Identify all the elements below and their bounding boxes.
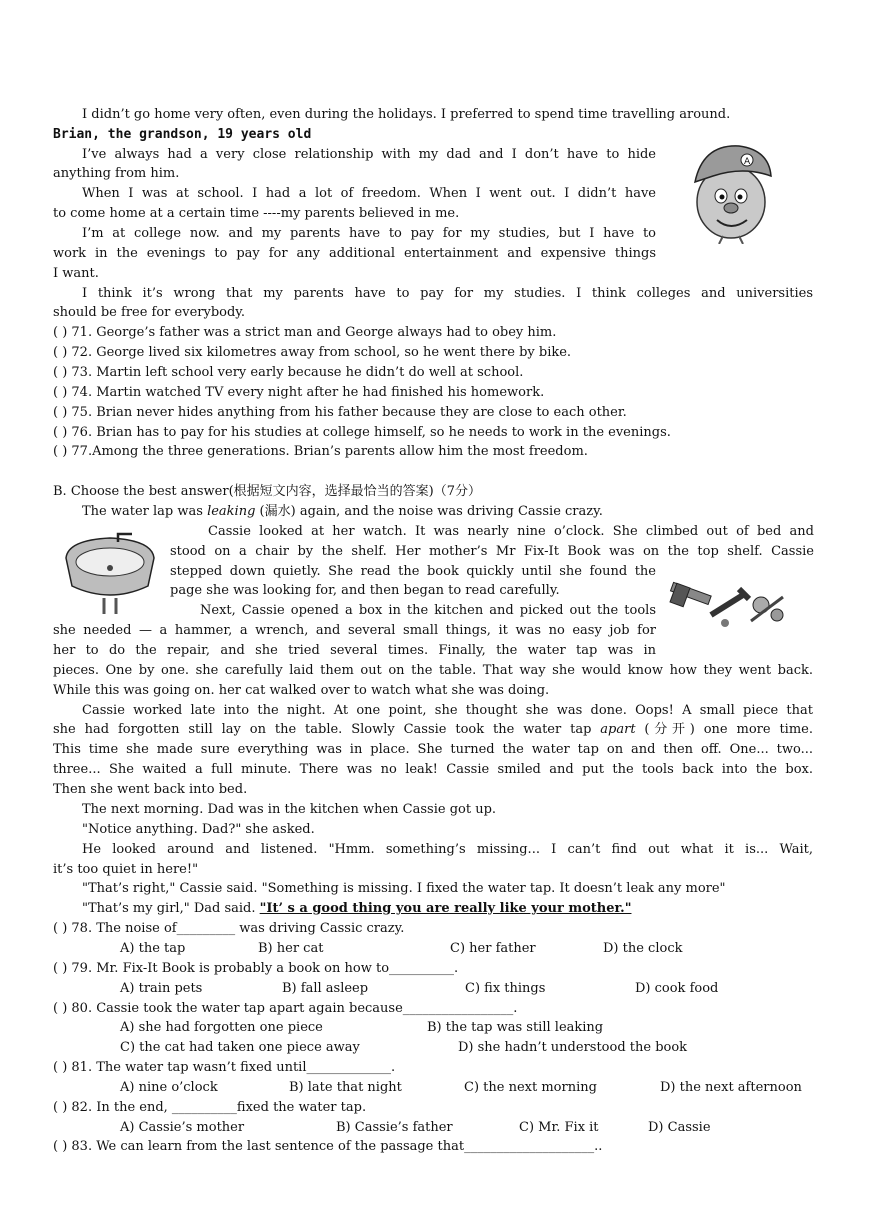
tools-illustration [665,575,793,635]
cassie-p3-line3: her to do the repair, and she tried several times. Finally, the water tap was in [53,643,656,658]
cassie-p5: The next morning. Dad was in the kitchen when Cassie got up. [82,802,497,817]
cassie-p3-line2: she needed — a hammer, a wrench, and several small things, it was no easy job for [53,623,656,638]
tf-question-77: ( ) 77.Among the three generations. Brian’s parents allow him the most freedom. [53,444,588,459]
cassie-p4-line4: three... She waited a full minute. There was no leak! Cassie smiled and put the tools back into the box. [53,762,813,777]
mc-question-82: ( ) 82. In the end, __________fixed the water tap. [53,1100,367,1115]
q79-option-c: C) fix things [465,981,546,996]
cassie-p3-line4: pieces. One by one. she carefully laid them out on the table. That way she would know how they went back. [53,663,813,678]
q80-option-c: C) the cat had taken one piece away [120,1040,360,1055]
q82-option-b: B) Cassie’s father [336,1120,453,1135]
q80-option-d: D) she hadn’t understood the book [458,1040,688,1055]
tf-question-76: ( ) 76. Brian has to pay for his studies at college himself, so he needs to work in the evenings. [53,425,671,440]
brian-p3-line1: I’m at college now. and my parents have to pay for my studies, but I have to [82,226,656,241]
cassie-p2-line1: Cassie looked at her watch. It was nearly nine o’clock. She climbed out of bed and [208,524,814,539]
brian-heading: Brian, the grandson, 19 years old [53,127,312,142]
cassie-p2-line3: stepped down quietly. She read the book quickly until she found the [170,564,656,579]
q78-option-c: C) her father [450,941,536,956]
q78-option-d: D) the clock [603,941,683,956]
q79-option-b: B) fall asleep [282,981,369,996]
cassie-p2-line2: stood on a chair by the shelf. Her mother’s Mr Fix-It Book was on the top shelf. Cassie [170,544,814,559]
cassie-p3-line5: While this was going on. her cat walked over to watch what she was doing. [53,683,550,698]
q81-option-b: B) late that night [289,1080,402,1095]
q78-option-b: B) her cat [258,941,324,956]
cassie-p4-line1: Cassie worked late into the night. At one point, she thought she was done. Oops! A small piece that [82,703,813,718]
sink-illustration [60,528,160,616]
mc-question-79: ( ) 79. Mr. Fix-It Book is probably a book on how to__________. [53,961,459,976]
cassie-p4-line5: Then she went back into bed. [53,782,248,797]
brian-p4-line2: should be free for everybody. [53,305,246,320]
q81-option-a: A) nine o’clock [120,1080,218,1095]
tf-question-71: ( ) 71. George’s father was a strict man and George always had to obey him. [53,325,557,340]
brian-p2-line2: to come home at a certain time ----my parents believed in me. [53,206,460,221]
cassie-p9: "That’s my girl," Dad said. "It’ s a good thing you are really like your mother." [82,901,632,916]
q79-option-a: A) train pets [120,981,203,996]
cassie-p2-line4: page she was looking for, and then began to read carefully. [170,583,560,598]
brian-p1-line1: I’ve always had a very close relationship with my dad and I don’t have to hide [82,147,656,162]
cassie-p1: The water lap was leaking (漏水) again, and the noise was driving Cassie crazy. [82,504,603,519]
cassie-p3-line1: Next, Cassie opened a box in the kitchen and picked out the tools [200,603,656,618]
brian-p3-line2: work in the evenings to pay for any additional entertainment and expensive things [53,246,656,261]
q82-option-c: C) Mr. Fix it [519,1120,599,1135]
cassie-p8: "That’s right," Cassie said. "Something is missing. I fixed the water tap. It doesn’t leak any more" [82,881,726,896]
q82-option-d: D) Cassie [648,1120,711,1135]
svg-text:A: A [744,157,751,167]
q79-option-d: D) cook food [635,981,719,996]
mc-question-78: ( ) 78. The noise of_________ was driving Cassic crazy. [53,921,405,936]
martin-closing-line: I didn’t go home very often, even during the holidays. I preferred to spend time travelling around. [82,107,731,122]
cassie-p7-line2: it’s too quiet in here!" [53,862,199,877]
q82-option-a: A) Cassie’s mother [120,1120,245,1135]
cassie-p6: "Notice anything. Dad?" she asked. [82,822,315,837]
mc-question-83: ( ) 83. We can learn from the last sentence of the passage that____________________.. [53,1139,603,1154]
cassie-p4-line3: This time she made sure everything was in place. She turned the water tap on and then off. One... two... [53,742,813,757]
tf-question-75: ( ) 75. Brian never hides anything from his father because they are close to each other. [53,405,627,420]
tf-question-73: ( ) 73. Martin left school very early because he didn’t do well at school. [53,365,524,380]
boy-cap-illustration [683,136,777,244]
cassie-p7-line1: He looked around and listened. "Hmm. something’s missing... I can’t find out what it is... Wait, [82,842,813,857]
brian-p2-line1: When I was at school. I had a lot of freedom. When I went out. I didn’t have [82,186,656,201]
tf-question-74: ( ) 74. Martin watched TV every night after he had finished his homework. [53,385,545,400]
tf-question-72: ( ) 72. George lived six kilometres away from school, so he went there by bike. [53,345,572,360]
brian-p3-line3: I want. [53,266,99,281]
mc-question-81: ( ) 81. The water tap wasn’t fixed until_____________. [53,1060,396,1075]
brian-p4-line1: I think it’s wrong that my parents have to pay for my studies. I think colleges and universities [82,286,813,301]
brian-p1-line2: anything from him. [53,166,180,181]
cassie-p4-line2: she had forgotten still lay on the table. Slowly Cassie took the water tap apart (分开) one more time. [53,722,813,737]
section-b-heading: B. Choose the best answer(根据短文内容，选择最恰当的答案)（7分） [53,484,481,499]
q78-option-a: A) the tap [120,941,186,956]
q80-option-a: A) she had forgotten one piece [120,1020,323,1035]
q81-option-d: D) the next afternoon [660,1080,802,1095]
q81-option-c: C) the next morning [464,1080,597,1095]
mc-question-80: ( ) 80. Cassie took the water tap apart again because_________________. [53,1001,518,1016]
q80-option-b: B) the tap was still leaking [427,1020,604,1035]
